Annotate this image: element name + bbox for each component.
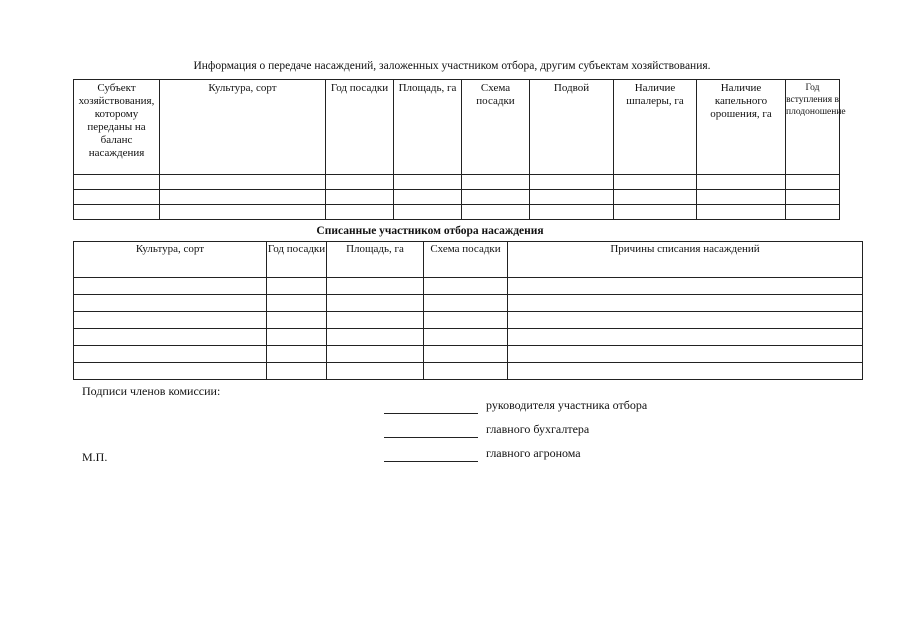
column-header: Схема посадки	[424, 242, 508, 278]
column-header: Наличие капельного орошения, га	[697, 80, 786, 175]
written-off-table-title: Списанные участником отбора насаждения	[316, 225, 544, 237]
stamp-place-label: М.П.	[82, 450, 108, 464]
column-header: Площадь, га	[394, 80, 462, 175]
table-row	[74, 346, 863, 363]
table-header-row	[74, 80, 840, 175]
column-header: Год вступления в плодоношение	[786, 80, 840, 175]
column-header: Культура, сорт	[74, 242, 267, 278]
table-row	[74, 175, 840, 190]
column-header: Площадь, га	[327, 242, 424, 278]
table-header-row	[74, 242, 863, 278]
table-row	[74, 312, 863, 329]
column-header: Подвой	[530, 80, 614, 175]
column-header: Схема посадки	[462, 80, 530, 175]
signature-role-agronomist: главного агронома	[486, 446, 581, 460]
signature-line[interactable]	[384, 461, 478, 462]
table-row	[74, 190, 840, 205]
column-header: Год посадки	[267, 242, 327, 278]
table-row	[74, 329, 863, 346]
table-row	[74, 278, 863, 295]
column-header: Наличие шпалеры, га	[614, 80, 697, 175]
written-off-table	[73, 241, 863, 380]
signature-role-director: руководителя участника отбора	[486, 398, 648, 412]
transfer-table	[73, 79, 846, 220]
signature-role-accountant: главного бухгалтера	[486, 422, 590, 436]
column-header: Год посадки	[326, 80, 394, 175]
table-row	[74, 363, 863, 380]
signature-line[interactable]	[384, 437, 478, 438]
signature-line[interactable]	[384, 413, 478, 414]
column-header: Причины списания насаждений	[508, 242, 863, 278]
table-row	[74, 295, 863, 312]
column-header: Субъект хозяйствования, которому переданы на баланс насаждения	[74, 80, 160, 175]
column-header: Культура, сорт	[160, 80, 326, 175]
signatures-caption: Подписи членов комиссии:	[82, 384, 221, 398]
table-row	[74, 205, 840, 220]
transfer-table-title: Информация о передаче насаждений, заложенных участником отбора, другим субъектам хозяйствования.	[193, 60, 711, 72]
